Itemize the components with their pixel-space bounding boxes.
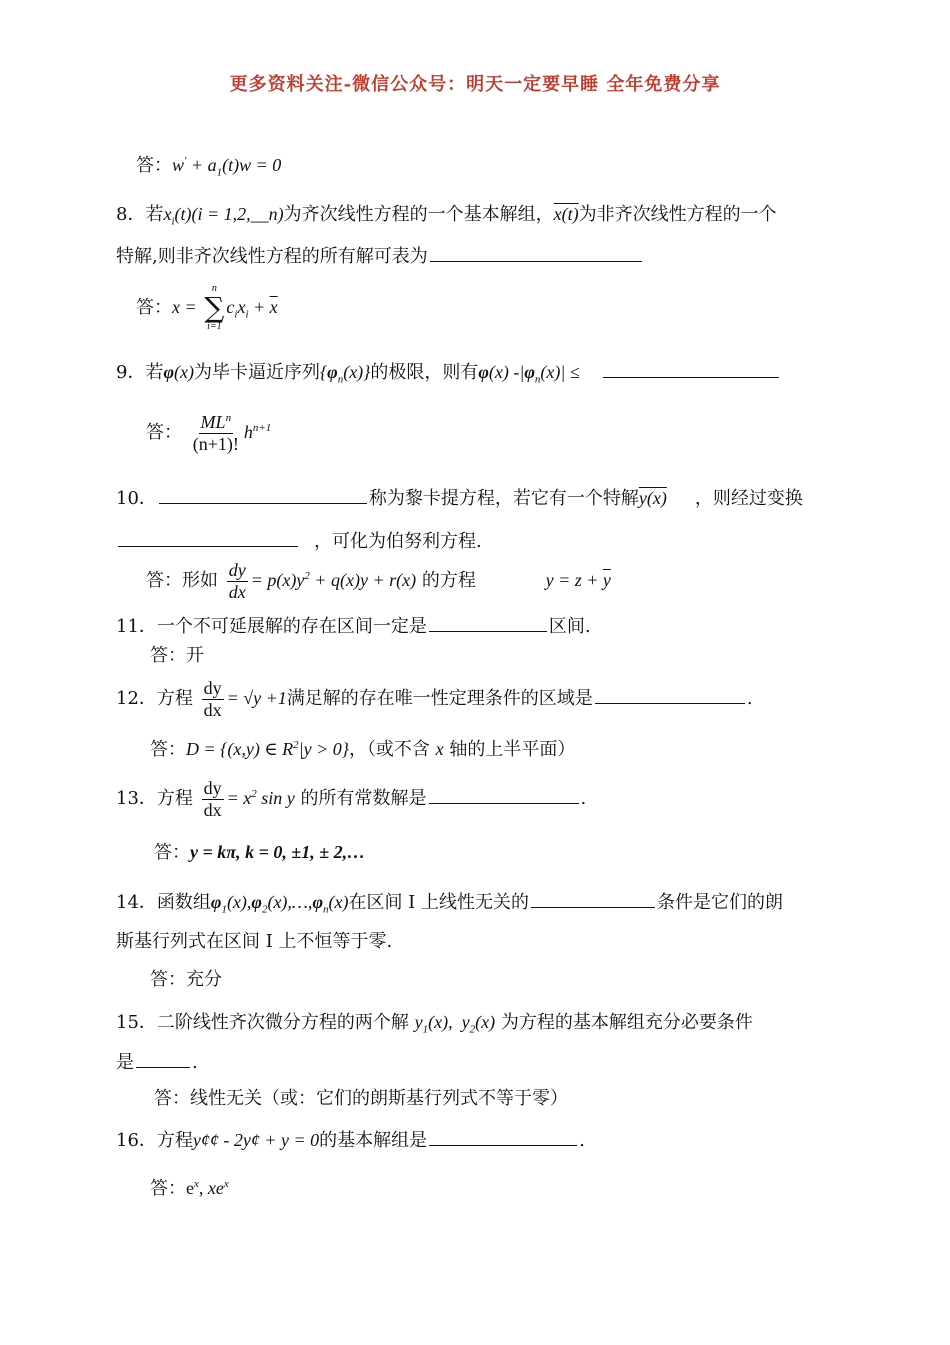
q13-answer: 答：y = kπ, k = 0, ±1, ± 2,… (154, 842, 366, 863)
q15-answer: 答：线性无关（或：它们的朗斯基行列式不等于零） (154, 1088, 568, 1109)
q12-line: 12．方程 $\frac{dy}{dx}$ = √y +1满足解的存在唯一性定理条件的区域是 . (116, 678, 753, 720)
answer-blank (429, 1131, 577, 1146)
q10-answer: 答：形如 $\frac{dy}{dx}$ = $p(x)y^2 + q(x)y + r(x)$ 的方程 $y = z + \overline{y}$ (146, 560, 611, 602)
q14-answer: 答：充分 (150, 969, 222, 990)
dy-dx-fraction: $\frac{dy}{dx}$ (228, 560, 246, 602)
q12-answer: 答：D = {(x,y) ∈ $R^2|y > 0$}，（或不含 x 轴的上半平面） (150, 739, 576, 760)
q16-answer: 答：$e^x$, $xe^x$ (150, 1178, 229, 1199)
answer-blank-2 (118, 532, 298, 547)
q14-line1: 14．函数组$\varphi_1(x),\varphi_2(x),\dots,\varphi_n(x)$在区间 I 上线性无关的 条件是它们的朗 (116, 892, 784, 916)
page-header: 更多资料关注-微信公众号：明天一定要早睡 全年免费分享 (229, 74, 721, 95)
q16-line: 16．方程y¢¢ - 2y¢ + y = 0的基本解组是 . (116, 1130, 585, 1151)
q8-particular-solution: x(t) (553, 204, 579, 224)
answer-blank (429, 617, 547, 632)
q8-answer: 答：x = n ∑ i=1 $c_ix_i + \overline{x}$ (136, 283, 278, 332)
q10-line1: 10． 称为黎卡提方程，若它有一个特解y(x) ，则经过变换 (116, 488, 803, 509)
q10-line2: ，可化为伯努利方程. (116, 531, 482, 553)
q7-answer (136, 155, 281, 180)
answer-blank (136, 1053, 190, 1068)
answer-blank (430, 247, 642, 262)
q15-line1: 15．二阶线性齐次微分方程的两个解 $y_1(x)$, $y_2(x)$ 为方程的基本解组充分必要条件 (116, 1012, 753, 1036)
answer-blank (603, 363, 779, 378)
q11-answer: 答：开 (150, 645, 204, 666)
q9-line: 9．若φ(x)为毕卡逼近序列$\{\varphi_n(x)\}$的极限，则有φ(x) $-|\varphi_n(x)|$ ≤ (116, 362, 781, 387)
q8-line1: 8．若$x_i(t)(i$ = 1,2,__n)为齐次线性方程的一个基本解组，x(t)为非齐次线性方程的一个 (116, 204, 777, 228)
answer-blank (531, 893, 655, 908)
q8-line2: 特解,则非齐次线性方程的所有解可表为 (116, 246, 644, 268)
answer-fraction: $\frac{ML^n}{(n+1)!}$ (192, 412, 239, 454)
answer-blank (429, 789, 579, 804)
q9-answer: 答： $\frac{ML^n}{(n+1)!}$ $h^{n+1}$ (146, 412, 272, 454)
answer-blank (595, 689, 745, 704)
q11-line: 11．一个不可延展解的存在区间一定是 区间. (116, 616, 591, 637)
q10-particular-solution: y(x) (638, 488, 667, 508)
dy-dx-fraction: $\frac{dy}{dx}$ (203, 778, 222, 820)
answer-label: 答： (136, 155, 172, 176)
q8-number: 8． (116, 204, 146, 225)
q14-line2: 斯基行列式在区间 I 上不恒等于零. (116, 931, 393, 952)
answer-formula: $w' + a_1(t)w = 0$ (172, 155, 282, 179)
summation-symbol: n ∑ i=1 (204, 283, 225, 332)
q15-line2: 是 . (116, 1052, 198, 1073)
answer-blank-1 (159, 489, 367, 504)
q13-line: 13．方程 $\frac{dy}{dx}$ = $x^2$ sin y 的所有常数解是 . (116, 778, 587, 820)
dy-dx-fraction: $\frac{dy}{dx}$ (203, 678, 222, 720)
q8-solution-set: $x_i(t)(i$ = 1,2,__n) (163, 204, 284, 228)
